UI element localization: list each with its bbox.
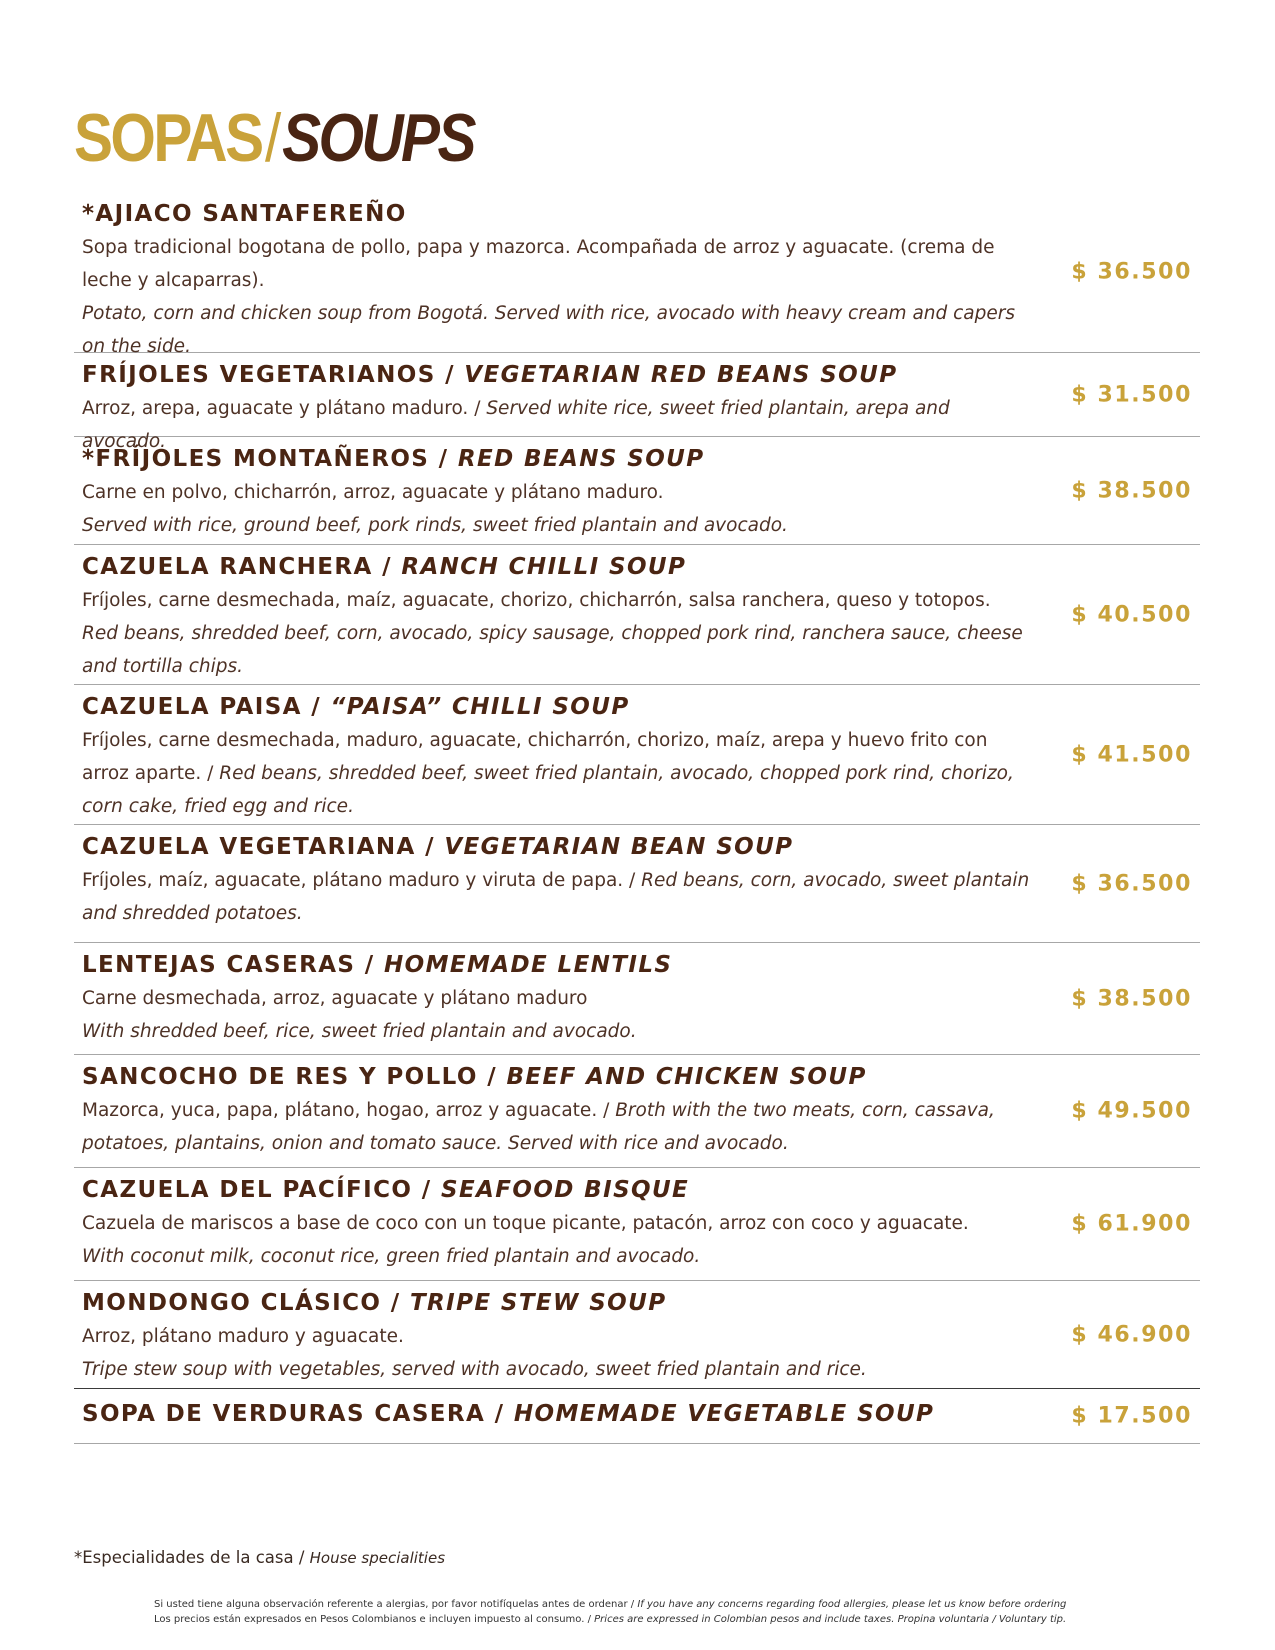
item-description: Carne desmechada, arroz, aguacate y plátano maduro With shredded beef, rice, sweet fried plantain and avocado.: [82, 988, 637, 1042]
item-name: *FRÍJOLES MONTAÑEROS / RED BEANS SOUP: [82, 446, 705, 472]
item-name: CAZUELA DEL PACÍFICO / SEAFOOD BISQUE: [82, 1177, 690, 1203]
menu-item: [74, 685, 1200, 825]
item-price: $ 36.500: [1071, 259, 1192, 285]
item-description: Carne en polvo, chicharrón, arroz, aguacate y plátano maduro. Served with rice, ground beef, pork rinds, sweet fried plantain and avocado.: [82, 482, 788, 536]
item-name: SOPA DE VERDURAS CASERA / HOMEMADE VEGETABLE SOUP: [82, 1401, 935, 1427]
item-description: Arroz, arepa, aguacate y plátano maduro. / Served white rice, sweet fried plantain, arepa and avocado.: [82, 398, 950, 452]
item-price: $ 36.500: [1071, 871, 1192, 896]
item-price: $ 46.900: [1071, 1322, 1192, 1347]
item-price: $ 38.500: [1071, 478, 1192, 503]
item-price: $ 49.500: [1071, 1098, 1192, 1124]
item-description: Fríjoles, carne desmechada, maduro, aguacate, chicharrón, chorizo, maíz, arepa y huevo frito con arroz aparte. / Red beans, shredded beef, sweet fried plantain, avocado, chopped pork rind, chorizo, corn cake, fried egg and rice.: [82, 730, 1014, 817]
item-price: $ 17.500: [1071, 1403, 1192, 1429]
title-slash: /: [264, 100, 279, 176]
menu-item: [74, 1388, 1200, 1444]
allergy-price-footnote: [154, 1597, 1066, 1627]
item-price: $ 40.500: [1071, 602, 1192, 627]
item-name: *AJIACO SANTAFEREÑO: [82, 201, 407, 227]
title-english: SOUPS: [282, 100, 474, 176]
item-name: MONDONGO CLÁSICO / TRIPE STEW SOUP: [82, 1290, 667, 1316]
house-specialities-note: *Especialidades de la casa / House specialities: [74, 1548, 446, 1567]
menu-item: [74, 545, 1200, 685]
item-name: SANCOCHO DE RES Y POLLO / BEEF AND CHICKEN SOUP: [82, 1064, 867, 1090]
menu-item: [74, 825, 1200, 943]
item-description: Arroz, plátano maduro y aguacate. Tripe stew soup with vegetables, served with avocado, sweet fried plantain and rice.: [82, 1326, 867, 1380]
menu-item: [74, 353, 1200, 452]
item-price: $ 31.500: [1071, 382, 1192, 407]
item-description: Cazuela de mariscos a base de coco con un toque picante, patacón, arroz con coco y aguacate. With coconut milk, coconut rice, green fried plantain and avocado.: [82, 1213, 969, 1267]
menu-item: [74, 1168, 1200, 1281]
footnote-line-allergies: Si usted tiene alguna observación referente a alergias, por favor notifíquelas antes de ordenar / If you have any concerns regarding food allergies, please let us know before ordering: [154, 1599, 1067, 1610]
item-description: Fríjoles, carne desmechada, maíz, aguacate, chorizo, chicharrón, salsa ranchera, queso y totopos. Red beans, shredded beef, corn, avocado, spicy sausage, chopped pork rind, ranchera sauce, cheese and tortilla chips.: [82, 590, 1023, 677]
menu-item: [74, 1281, 1200, 1388]
item-description: Mazorca, yuca, papa, plátano, hogao, arroz y aguacate. / Broth with the two meats, corn, cassava, potatoes, plantains, onion and tomato sauce. Served with rice and avocado.: [82, 1100, 995, 1154]
title-spanish: SOPAS: [74, 100, 262, 176]
page-title: [74, 100, 474, 176]
item-name: CAZUELA VEGETARIANA / VEGETARIAN BEAN SOUP: [82, 834, 794, 860]
menu-item: [74, 1055, 1200, 1168]
item-name: FRÍJOLES VEGETARIANOS / VEGETARIAN RED BEANS SOUP: [82, 362, 898, 388]
item-description: Sopa tradicional bogotana de pollo, papa y mazorca. Acompañada de arroz y aguacate. (crema de leche y alcaparras). Potato, corn and chicken soup from Bogotá. Served with rice, avocado with heavy cream and capers on the side.: [82, 237, 1016, 357]
soup-menu-list: [74, 192, 1200, 1444]
menu-item: [74, 437, 1200, 545]
item-name: CAZUELA RANCHERA / RANCH CHILLI SOUP: [82, 554, 687, 580]
item-name: CAZUELA PAISA / “PAISA” CHILLI SOUP: [82, 694, 630, 720]
menu-item: [74, 192, 1200, 357]
item-name: LENTEJAS CASERAS / HOMEMADE LENTILS: [82, 952, 673, 978]
menu-item: [74, 943, 1200, 1055]
item-price: $ 61.900: [1071, 1211, 1192, 1237]
item-price: $ 38.500: [1071, 986, 1192, 1011]
footnote-line-prices: Los precios están expresados en Pesos Colombianos e incluyen impuesto al consumo. / Prices are expressed in Colombian pesos and include taxes. Propina voluntaria / Voluntary tip.: [154, 1614, 1067, 1625]
item-price: $ 41.500: [1071, 742, 1192, 767]
item-description: Fríjoles, maíz, aguacate, plátano maduro y viruta de papa. / Red beans, corn, avocado, sweet plantain and shredded potatoes.: [82, 870, 1030, 924]
